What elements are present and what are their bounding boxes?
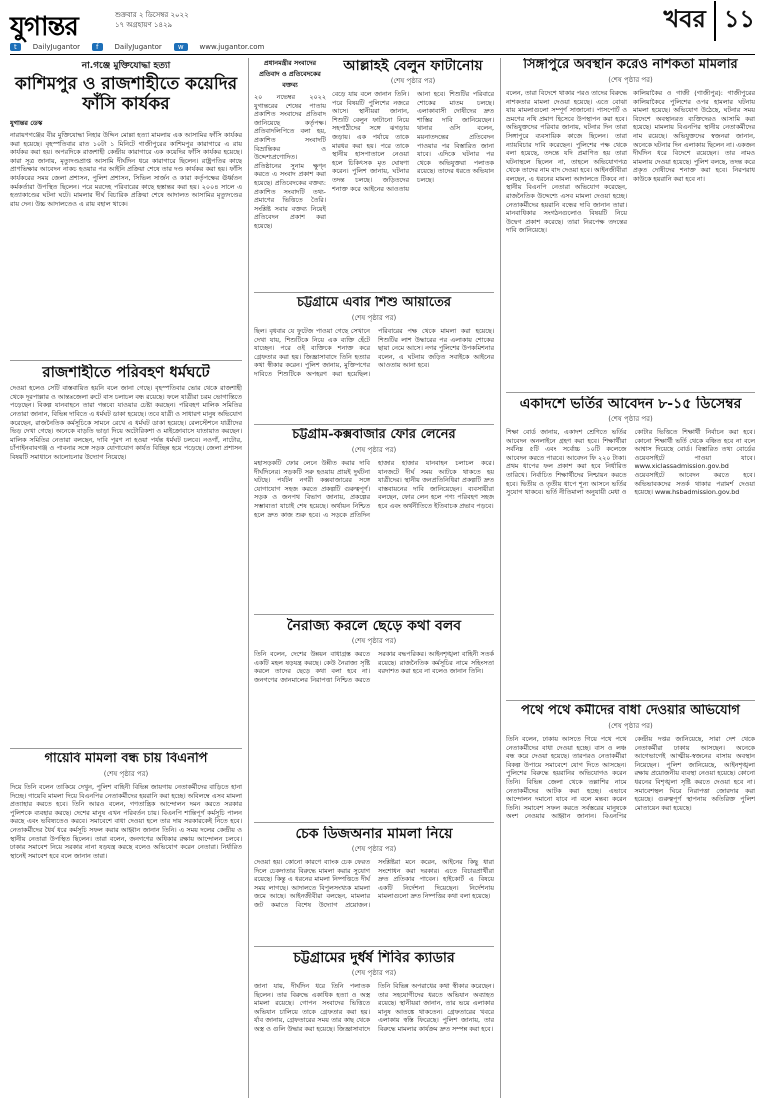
article-divider bbox=[254, 292, 494, 293]
article-headline: আল্লাহই বেলুন ফাটানোয় bbox=[343, 58, 483, 74]
article-body: দেওয়া হলেও সেটি বাস্তবায়িত হয়নি বলে জানা গেছে। বৃহস্পতিবার ভোর থেকে রাজশাহী থেকে দূরপাল্লার ও আন্তঃজেলা রুটে বাস চলাচল বন্ধ রয়েছে। ফলে যাত্রীরা চরম ভোগান্তিতে পড়েছেন। বিকল্প যানবাহনে তারা গন্তব্যে যাওয়ার চেষ্টা করছেন। পরিবহণ মালিক সমিতির নেতারা জানান, বিভিন্ন দাবিতে এ ধর্মঘট ডাকা হয়েছে। তবে যাত্রী ও সাধারণ মানুষ অভিযোগ করেছেন, রাজনৈতিক কর্মসূচিকে সামনে রেখে এ ধর্মঘট ডাকা হয়েছে। রেলস্টেশনে যাত্রীদের ভিড় দেখা গেছে। অনেকে বাড়তি ভাড়া দিয়ে অটোরিকশা ও মাইক্রোবাসে যাতায়াত করছেন। মালিক সমিতির নেতারা বলছেন, দাবি পূরণ না হওয়া পর্যন্ত ধর্মঘট চলবে। নওগাঁ, নাটোর, চাঁপাইনবাবগঞ্জ ও পাবনার সঙ্গে সড়ক যোগাযোগ কার্যত বিচ্ছিন্ন হয়ে পড়েছে। জেলা প্রশাসন বিষয়টি সমাধানে আলোচনার উদ্যোগ নিয়েছে। bbox=[10, 384, 242, 461]
article-headline: সিঙ্গাপুরে অবস্থান করেও নাশকতা মামলার bbox=[523, 58, 738, 72]
masthead-rule bbox=[10, 54, 755, 55]
article-divider bbox=[254, 614, 494, 615]
article-divider bbox=[254, 822, 494, 823]
article-headline: নৈরাজ্য করলে ছেড়ে কথা বলব bbox=[286, 618, 462, 634]
column-divider bbox=[500, 58, 501, 1098]
article-divider bbox=[506, 392, 755, 393]
article-transport-strike bbox=[10, 364, 242, 744]
article-continued: (শেষ পৃষ্ঠার পর) bbox=[608, 75, 653, 84]
article-body: জানা যায়, দীর্ঘদিন ধরে তিনি পলাতক ছিলেন। তার বিরুদ্ধে একাধিক হত্যা ও অস্ত্র মামলা রয়েছে। গোপন সংবাদের ভিত্তিতে অভিযান চালিয়ে তাকে গ্রেফতার করা হয়। র্যাব জানায়, গ্রেফতারের সময় তার কাছ থেকে অস্ত্র ও গুলি উদ্ধার করা হয়েছে। জিজ্ঞাসাবাদে তিনি বিভিন্ন অপরাধের কথা স্বীকার করেছেন। তার সহযোগীদের ধরতে অভিযান অব্যাহত রয়েছে। স্থানীয়রা জানান, তার ভয়ে এলাকার মানুষ আতঙ্কে থাকতেন। গ্রেফতারের খবরে এলাকায় স্বস্তি ফিরেছে। পুলিশ জানায়, তার বিরুদ্ধে মামলার কার্যক্রম দ্রুত সম্পন্ন করা হবে। bbox=[254, 982, 494, 1034]
article-admission bbox=[506, 396, 755, 696]
section-name: খবর bbox=[664, 1, 716, 41]
article-divider bbox=[254, 946, 494, 947]
article-body: বেড়ে যায় বলে জানান তিনি। পরে বিষয়টি পুলিশের নজরে আসে। স্থানীয়রা জানান, শিশুটি বেলুন ফাটানো নিয়ে সহপাঠীদের সঙ্গে ঝগড়ায় জড়ায়। এক পর্যায়ে তাকে মারধর করা হয়। পরে তাকে স্থানীয় হাসপাতালে নেওয়া হলে চিকিৎসক মৃত ঘোষণা করেন। পুলিশ জানায়, ঘটনার তদন্ত চলছে। জড়িতদের শনাক্ত করে আইনের আওতায় আনা হবে। শিশুটির পরিবারে শোকের মাতম চলছে। এলাকাবাসী দোষীদের দ্রুত শাস্তির দাবি জানিয়েছেন। থানার ওসি বলেন, ময়নাতদন্তের প্রতিবেদন পাওয়ার পর বিস্তারিত জানা যাবে। এদিকে ঘটনার পর থেকে অভিযুক্তরা পলাতক রয়েছে। তাদের ধরতে অভিযান চলছে। bbox=[332, 90, 494, 193]
article-headline: চট্টগ্রামে এবার শিশু আয়াতের bbox=[296, 296, 452, 310]
article-body: তিনি বলেন, ঢাকায় আসতে গিয়ে পথে পথে নেতাকর্মীদের বাধা দেওয়া হচ্ছে। বাস ও লঞ্চ বন্ধ করে দেওয়া হয়েছে। তারপরও নেতাকর্মীরা বিকল্প উপায়ে সমাবেশে যোগ দিতে আসছেন। পুলিশের বিরুদ্ধে হয়রানির অভিযোগও করেন তিনি। বিভিন্ন জেলা থেকে তল্লাশির নামে নেতাকর্মীদের আটক করা হচ্ছে। এভাবে আন্দোলন দমানো যাবে না বলে মন্তব্য করেন তিনি। সমাবেশ সফল করতে সর্বস্তরের মানুষকে অংশ নেওয়ার আহ্বান জানান। বিএনপির কেন্দ্রীয় দপ্তর জানিয়েছে, সারা দেশ থেকে নেতাকর্মীরা ঢাকায় আসছেন। অনেকে আগেভাগেই আত্মীয়-স্বজনের বাসায় অবস্থান নিয়েছেন। পুলিশ জানিয়েছে, আইনশৃঙ্খলা রক্ষায় প্রয়োজনীয় ব্যবস্থা নেওয়া হয়েছে। কোনো ধরনের বিশৃঙ্খলা সৃষ্টি করতে দেওয়া হবে না। সমাবেশস্থল ঘিরে নিরাপত্তা জোরদার করা হয়েছে। গুরুত্বপূর্ণ স্থাপনায় অতিরিক্ত পুলিশ মোতায়েন করা হয়েছে। bbox=[506, 734, 755, 821]
article-body: ২০ নভেম্বর ২০২২ যুগান্তরের শেষের পাতায় প্রকাশিত সংবাদের প্রতিবাদ জানিয়েছে কর্তৃপক্ষ। প্রতিবাদলিপিতে বলা হয়, প্রকাশিত সংবাদটি বিভ্রান্তিকর ও উদ্দেশ্যপ্রণোদিত। প্রতিষ্ঠানের সুনাম ক্ষুণ্ন করতে এ সংবাদ প্রকাশ করা হয়েছে। প্রতিবেদকের বক্তব্য: প্রকাশিত সংবাদটি তথ্য-প্রমাণের ভিত্তিতে তৈরি। সংশ্লিষ্ট সবার বক্তব্য নিয়েই প্রতিবেদন প্রকাশ করা হয়েছে। bbox=[254, 93, 326, 230]
article-body: নারায়ণগঞ্জের বীর মুক্তিযোদ্ধা নিহার উদ্দিন মোল্লা হত্যা মামলায় এক আসামির ফাঁসি কার্যকর করা হয়েছে। বৃহস্পতিবার রাত ১০টা ১ মিনিটে গাজীপুরের কাশিমপুর কারাগারে এ রায় কার্যকর করা হয়। অপরদিকে রাজশাহী কেন্দ্রীয় কারাগারে এক কয়েদির ফাঁসি কার্যকর হয়েছে। কারা সূত্র জানায়, মৃত্যুদণ্ডপ্রাপ্ত আসামি দীর্ঘদিন ধরে কারাগারে ছিলেন। রাষ্ট্রপতির কাছে প্রাণভিক্ষার আবেদন নাকচ হওয়ার পর আইনি প্রক্রিয়া শেষে তার দণ্ড কার্যকর করা হয়। ফাঁসি কার্যকরের সময় জেলা প্রশাসন, পুলিশ প্রশাসন, সিভিল সার্জন ও কারা কর্তৃপক্ষের ঊর্ধ্বতন কর্মকর্তারা উপস্থিত ছিলেন। পরে মরদেহ পরিবারের কাছে হস্তান্তর করা হয়। ২০০৪ সালে এ হত্যাকাণ্ডের ঘটনা ঘটে। মামলার দীর্ঘ বিচারিক প্রক্রিয়া শেষে আদালত আসামির মৃত্যুদণ্ডের রায় দেন। উচ্চ আদালতেও এ রায় বহাল থাকে। bbox=[10, 131, 242, 208]
masthead bbox=[10, 6, 755, 40]
article-continued: (শেষ পৃষ্ঠার পর) bbox=[351, 969, 397, 978]
article-divider bbox=[506, 700, 755, 701]
article-singapore bbox=[506, 58, 755, 388]
column-divider bbox=[248, 58, 249, 1098]
article-continued: (শেষ পৃষ্ঠার পর) bbox=[103, 769, 149, 778]
article-continued: (শেষ পৃষ্ঠার পর) bbox=[608, 415, 653, 424]
article-cheque-dishonour bbox=[254, 826, 494, 942]
twitter-handle[interactable]: DailyJugantor bbox=[32, 43, 81, 51]
social-bar bbox=[10, 42, 755, 52]
article-bnp-cases bbox=[10, 752, 242, 1098]
article-child-murder bbox=[254, 296, 494, 420]
article-obstruction bbox=[506, 704, 755, 1098]
article-headline: চট্টগ্রাম-কক্সবাজার ফোর লেনের bbox=[292, 428, 456, 442]
article-headline: রাজশাহীতে পরিবহণ ধর্মঘটে bbox=[42, 364, 210, 381]
article-byline: যুগান্তর ডেস্ক bbox=[10, 119, 43, 128]
article-continued: (শেষ পৃষ্ঠার পর) bbox=[351, 313, 397, 322]
article-rejoinder bbox=[254, 58, 326, 288]
article-headline: গায়েবি মামলা বন্ধ চায় বিএনপি bbox=[44, 752, 208, 766]
article-continued: (শেষ পৃষ্ঠার পর) bbox=[351, 445, 397, 454]
facebook-icon: f bbox=[92, 43, 102, 51]
article-body: তিনি বলেন, দেশের উন্নয়ন বাধাগ্রস্ত করতে একটি মহল ষড়যন্ত্র করছে। কেউ নৈরাজ্য সৃষ্টি করলে তাদের ছেড়ে কথা বলা হবে না। জনগণের জানমালের নিরাপত্তা নিশ্চিত করতে সরকার বদ্ধপরিকর। আইনশৃঙ্খলা বাহিনী সতর্ক রয়েছে। রাজনৈতিক কর্মসূচির নামে সহিংসতা বরদাশত করা হবে না বলেও জানান তিনি। bbox=[254, 650, 494, 684]
article-body: মহাসড়কটি ফোর লেনে উন্নীত করার দাবি দীর্ঘদিনের। সড়কটি সরু হওয়ায় প্রায়ই দুর্ঘটনা ঘটছে। পর্যটন নগরী কক্সবাজারের সঙ্গে যোগাযোগ সহজ করতে প্রকল্পটি গুরুত্বপূর্ণ। সড়ক ও জনপথ বিভাগ জানায়, প্রকল্পের সম্ভাব্যতা যাচাই শেষ হয়েছে। অর্থায়ন নিশ্চিত হলে দ্রুত কাজ শুরু হবে। এ সড়কে প্রতিদিন হাজার হাজার যানবাহন চলাচল করে। যানজটে দীর্ঘ সময় আটকে থাকতে হয় যাত্রীদের। স্থানীয় জনপ্রতিনিধিরা প্রকল্পটি দ্রুত বাস্তবায়নের দাবি জানিয়েছেন। ব্যবসায়ীরা বলছেন, ফোর লেন হলে পণ্য পরিবহণ সহজ হবে এবং অর্থনীতিতে ইতিবাচক প্রভাব পড়বে। bbox=[254, 458, 494, 519]
article-body: দিয়ে তিনি বলেন তাকিয়ে দেখুন, পুলিশ বাহিনী বিভিন্ন জায়গায় নেতাকর্মীদের বাড়িতে হানা দিচ্ছে। গায়েবি মামলা দিয়ে বিএনপির নেতাকর্মীদের হয়রানি করা হচ্ছে। অবিলম্বে এসব মামলা প্রত্যাহার করতে হবে। তিনি আরও বলেন, গণতান্ত্রিক আন্দোলন দমন করতে সরকার পুলিশকে ব্যবহার করছে। দেশের মানুষ এখন পরিবর্তন চায়। বিএনপি শান্তিপূর্ণ কর্মসূচি পালন করছে এবং ভবিষ্যতেও করবে। সমাবেশে বাধা দেওয়া হলে তার দায় সরকারকেই নিতে হবে। নেতাকর্মীদের ধৈর্য ধরে কর্মসূচি সফল করার আহ্বান জানান তিনি। এ সময় দলের কেন্দ্রীয় ও স্থানীয় নেতারা উপস্থিত ছিলেন। তারা বলেন, জনগণের অধিকার রক্ষায় আন্দোলন চলবে। ঢাকার সমাবেশ নিয়ে সরকার নানা ষড়যন্ত্র করছে বলেও অভিযোগ করেন নেতারা। নির্ধারিত স্থানেই সমাবেশ হবে বলে জানান তারা। bbox=[10, 782, 242, 860]
article-continued: (শেষ পৃষ্ঠার পর) bbox=[390, 77, 436, 86]
article-anarchy bbox=[254, 618, 494, 818]
article-divider bbox=[254, 424, 494, 425]
website-link[interactable]: www.jugantor.com bbox=[199, 43, 265, 51]
web-icon: w bbox=[174, 43, 188, 51]
article-headline: একাদশে ভর্তির আবেদন ৮-১৫ ডিসেম্বর bbox=[519, 396, 742, 412]
issue-date: শুক্রবার ২ ডিসেম্বর ২০২২ ১৭ অগ্রহায়ণ ১৪২৯ bbox=[115, 11, 189, 29]
article-divider bbox=[10, 360, 242, 361]
article-headline: চট্টগ্রামের দুর্ধর্ষ শিবির ক্যাডার bbox=[293, 950, 455, 966]
section-header bbox=[664, 6, 755, 36]
article-shibir-cadre bbox=[254, 950, 494, 1098]
article-body: শিক্ষা বোর্ড জানায়, একাদশ শ্রেণিতে ভর্তির আবেদন অনলাইনে গ্রহণ করা হবে। শিক্ষার্থীরা সর্বনিম্ন ৫টি এবং সর্বোচ্চ ১০টি কলেজে আবেদন করতে পারবে। আবেদন ফি ২২০ টাকা। প্রথম ধাপের ফল প্রকাশ করা হবে নির্ধারিত তারিখে। নির্বাচিত শিক্ষার্থীদের নিশ্চায়ন করতে হবে। দ্বিতীয় ও তৃতীয় ধাপে শূন্য আসনে ভর্তির সুযোগ থাকবে। ভর্তি নীতিমালা অনুযায়ী মেধা ও কোটার ভিত্তিতে শিক্ষার্থী নির্বাচন করা হবে। কোনো শিক্ষার্থী ভর্তি থেকে বঞ্চিত হবে না বলে আশ্বাস দিয়েছে বোর্ড। বিস্তারিত তথ্য বোর্ডের ওয়েবসাইটে পাওয়া যাবে। www.xiclassadmission.gov.bd ওয়েবসাইটে আবেদন করতে হবে। অভিভাবকদের সতর্ক থাকার পরামর্শ দেওয়া হয়েছে। www.hsbadmission.gov.bd bbox=[506, 428, 755, 497]
article-body: বলেন, তারা বিদেশে থাকার পরও তাদের বিরুদ্ধে নাশকতার মামলা দেওয়া হয়েছে। এতে বোঝা যায় মামলাগুলো সম্পূর্ণ সাজানো। পাসপোর্ট ও ভ্রমণের নথি প্রমাণ হিসেবে উপস্থাপন করা হবে। অভিযুক্তদের পরিবার জানায়, ঘটনার দিন তারা সিঙ্গাপুরে ব্যবসায়িক কাজে ছিলেন। তারা ন্যায়বিচার দাবি করেছেন। পুলিশের পক্ষ থেকে বলা হয়েছে, তদন্তে যদি প্রমাণিত হয় তারা ঘটনাস্থলে ছিলেন না, তাহলে অভিযোগপত্র থেকে তাদের নাম বাদ দেওয়া হবে। আইনজীবীরা বলছেন, এ ধরনের মামলা আদালতে টিকবে না। স্থানীয় বিএনপি নেতারা অভিযোগ করেছেন, রাজনৈতিক উদ্দেশ্যে এসব মামলা দেওয়া হচ্ছে। নেতাকর্মীদের হয়রানি বন্ধের দাবি জানান তারা। মানবাধিকার সংগঠনগুলোও বিষয়টি নিয়ে উদ্বেগ প্রকাশ করেছে। তারা নিরপেক্ষ তদন্তের দাবি জানিয়েছে। bbox=[506, 88, 627, 235]
article-balloon bbox=[332, 58, 494, 288]
article-body: ছিল। বৃধবার যে ফুটেজ পাওয়া গেছে সেখানে দেখা যায়, শিশুটিকে নিয়ে এক ব্যক্তি হেঁটে যাচ্ছেন। পরে ওই ব্যক্তিকে শনাক্ত করে গ্রেফতার করা হয়। জিজ্ঞাসাবাদে তিনি হত্যার কথা স্বীকার করেন। পুলিশ জানায়, মুক্তিপণের দাবিতে শিশুটিকে অপহরণ করা হয়েছিল। পরিবারের পক্ষ থেকে মামলা করা হয়েছে। শিশুটির লাশ উদ্ধারের পর এলাকায় শোকের ছায়া নেমে আসে। নগর পুলিশের উপকমিশনার বলেন, এ ঘটনায় জড়িত সবাইকে আইনের আওতায় আনা হবে। bbox=[254, 326, 494, 378]
article-continued: (শেষ পৃষ্ঠার পর) bbox=[608, 721, 653, 730]
article-kicker: প্রধানমন্ত্রীর সংবাদের প্রতিবাদ ও প্রতিবেদকের বক্তব্য bbox=[259, 59, 321, 89]
article-divider bbox=[10, 748, 242, 749]
newspaper-logo: যুগান্তর bbox=[10, 12, 78, 42]
article-headline: কাশিমপুর ও রাজশাহীতে কয়েদির ফাঁসি কার্যকর bbox=[14, 74, 238, 114]
article-kashimpur bbox=[10, 58, 242, 356]
article-body-gazipur: কালিয়াকৈর ও গাজী (গাজীপুর): গাজীপুরের কালিয়াকৈরে পুলিশের ওপর হামলার ঘটনায় মামলা হয়েছে। অভিযোগ উঠেছে, ঘটনার সময় বিদেশে অবস্থানরত ব্যক্তিদেরও আসামি করা হয়েছে। মামলায় বিএনপির স্থানীয় নেতাকর্মীদের নাম রয়েছে। অভিযুক্তদের স্বজনরা জানান, অনেকে ঘটনার দিন এলাকায় ছিলেন না। একজন দীর্ঘদিন ধরে বিদেশে রয়েছেন। তার নামও মামলায় দেওয়া হয়েছে। পুলিশ বলছে, তদন্ত করে প্রকৃত দোষীদের শনাক্ত করা হবে। নিরপরাধ কাউকে হয়রানি করা হবে না। bbox=[633, 88, 755, 183]
article-kicker: না.গঞ্জে মুক্তিযোদ্ধা হত্যা bbox=[81, 61, 171, 71]
facebook-handle[interactable]: DailyJugantor bbox=[114, 43, 162, 51]
page-number: ১১ bbox=[723, 4, 755, 33]
article-continued: (শেষ পৃষ্ঠার পর) bbox=[351, 637, 397, 646]
article-continued: (শেষ পৃষ্ঠার পর) bbox=[351, 845, 397, 854]
article-four-lane bbox=[254, 428, 494, 610]
article-headline: পথে পথে কর্মীদের বাধা দেওয়ার অভিযোগ bbox=[521, 704, 740, 718]
twitter-icon: t bbox=[10, 43, 21, 51]
article-body: দেওয়া হয়। কোনো কারণে ব্যাংক চেক ফেরত দিলে চেকদাতার বিরুদ্ধে মামলা করার সুযোগ রয়েছে। কিন্তু এ ধরনের মামলা নিষ্পত্তিতে দীর্ঘ সময় লাগছে। আদালতে বিপুলসংখ্যক মামলা জমে আছে। আইনজীবীরা বলছেন, মামলার জট কমাতে বিশেষ উদ্যোগ প্রয়োজন। সংশ্লিষ্টরা মনে করেন, আইনের কিছু ধারা সংশোধন করা দরকার। এতে বিচারপ্রার্থীরা দ্রুত প্রতিকার পাবেন। হাইকোর্ট এ বিষয়ে একটি নির্দেশনা দিয়েছেন। নির্দেশনায় মামলাগুলো দ্রুত নিষ্পত্তির কথা বলা হয়েছে। bbox=[254, 858, 494, 910]
article-headline: চেক ডিজঅনার মামলা নিয়ে bbox=[295, 826, 453, 842]
